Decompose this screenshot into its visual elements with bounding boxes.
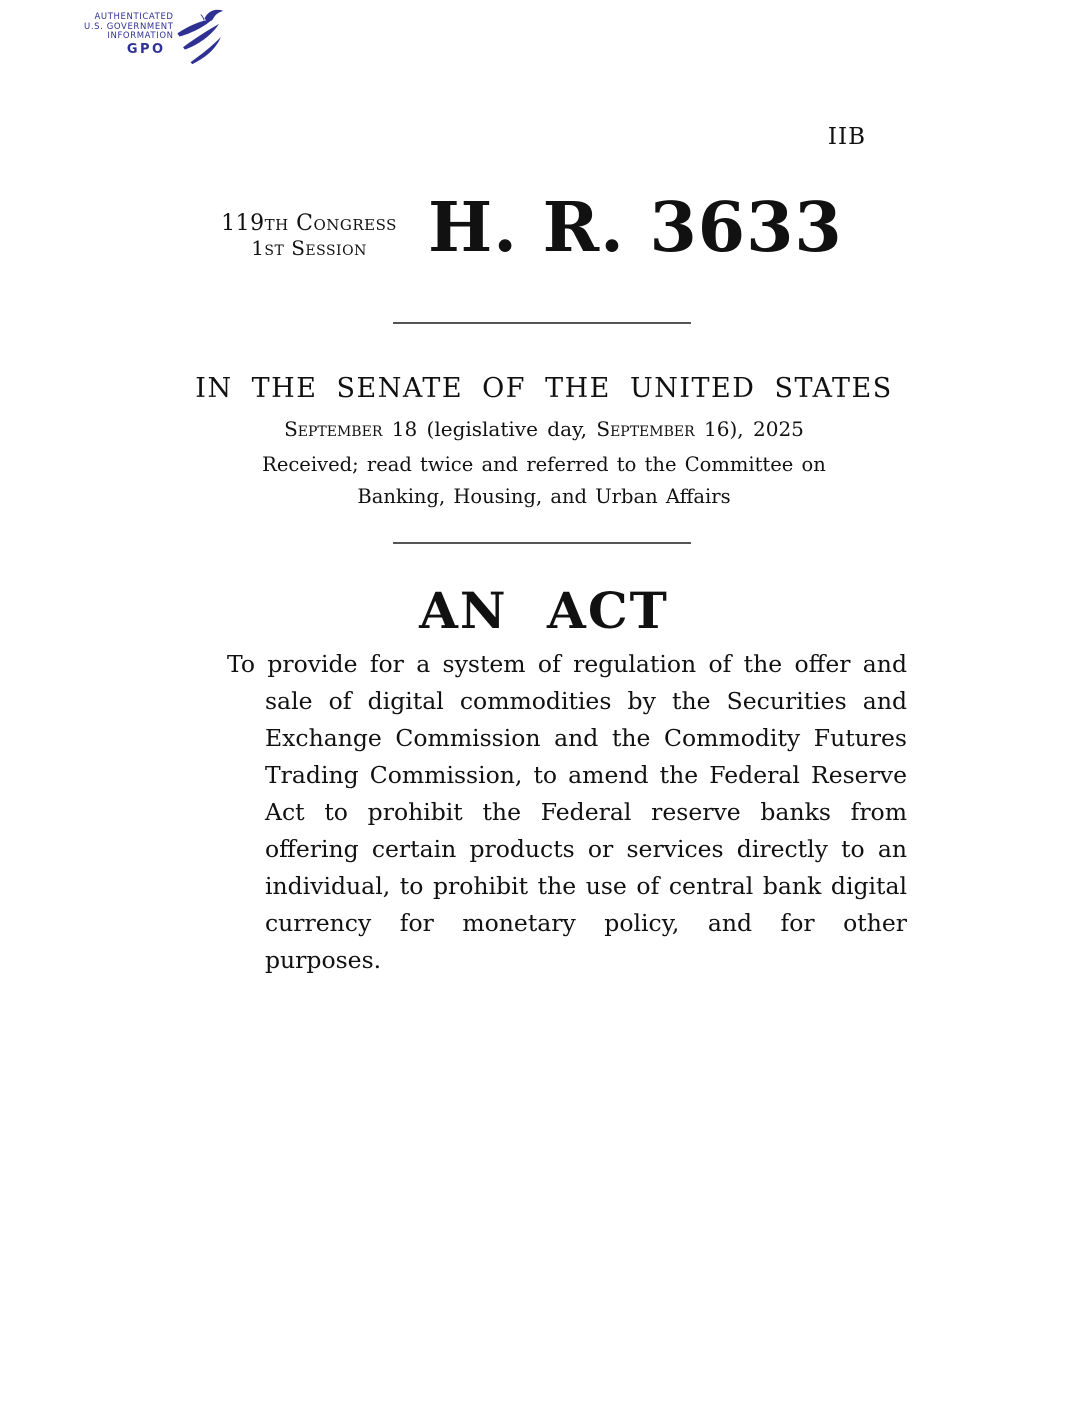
gpo-acronym: GPO [126,41,166,57]
calendar-corner-mark: IIB [827,124,866,150]
separator-rule-top [393,322,691,324]
gpo-seal-line2: U.S. GOVERNMENT [84,21,174,32]
date-month-2: September [596,417,695,441]
congress-number: 119th Congress [221,211,397,236]
gpo-seal-line1: AUTHENTICATED [94,12,174,22]
act-heading: AN ACT [419,581,669,640]
chamber-heading: IN THE SENATE OF THE UNITED STATES [195,373,893,404]
gpo-authentication-seal [84,6,226,68]
congress-session-block [214,211,404,260]
date-end: 16), 2025 [694,417,804,441]
gpo-seal-text [84,6,174,57]
separator-rule-bottom [393,542,691,544]
date-middle: 18 (legislative day, [382,417,597,441]
bill-number: H. R. 3633 [428,188,843,268]
referral-action-line: Received; read twice and referred to the Committee on Banking, Housing, and Urban Affairs [262,453,826,508]
legislative-date-line [0,417,1088,441]
date-month-1: September [284,417,383,441]
gpo-seal-line3: INFORMATION [107,31,174,41]
act-long-title: To provide for a system of regulation of the offer and sale of digital commodities by the Securities and Exchange Commission and the Commodity Futures Trading Commission, to amend the Federal Reserve Act to prohibit the Federal reserve banks from offering certain products or services directly to an individual, to prohibit the use of central bank digital currency for monetary policy, and for other purposes. [227,650,907,974]
gpo-eagle-icon [170,6,226,68]
session-number: 1st Session [251,236,367,260]
